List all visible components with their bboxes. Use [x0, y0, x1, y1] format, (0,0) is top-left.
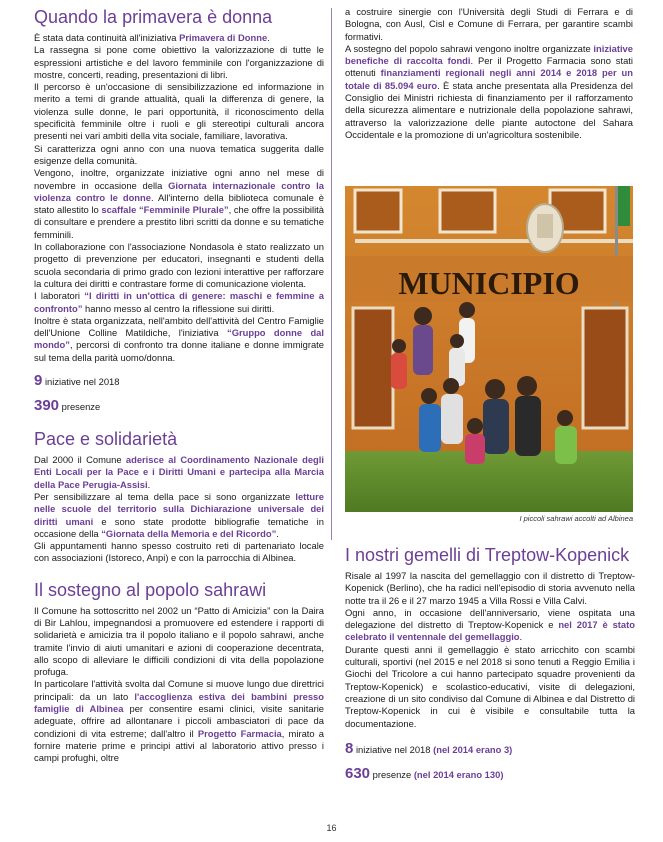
text: È stata data continuità all'iniziativa [34, 32, 180, 43]
stat-iniziative [34, 372, 324, 391]
section-title-primavera: Quando la primavera è donna [34, 7, 273, 27]
highlight-text: aderisce al Coordinamento Nazionale degli Enti Locali per la Pace e i Diritti Umani e partecipa alla Marcia della Pace Perugia-Assisi [34, 454, 324, 490]
highlight-text: “Giornata della Memoria e del Ricordo” [101, 527, 277, 539]
highlight-text: iniziative benefiche di raccolta fondi [345, 42, 633, 67]
text: per consentire esami clinici, visite sanitarie adeguate, offrire ad allontanare i piccoli ambasciatori di pace da condizioni di vita estreme; dall'altro il [34, 703, 324, 739]
stat-number: 9 [34, 372, 43, 390]
stat-label: presenze [59, 401, 101, 413]
stat-number: 390 [34, 397, 60, 415]
text: Per sensibilizzare al tema della pace si sono organizzate [34, 490, 296, 502]
section-title-gemelli: I nostri gemelli di Treptow-Kopenick [345, 545, 630, 565]
text: Vengono, inoltre, organizzate iniziative ogni anno nel mese di novembre in occasione della [34, 167, 324, 191]
paragraph: Il Comune ha sottoscritto nel 2002 un “Patto di Amicizia” con la Daira di Bir Lahlou, impegnandosi a promuovere ed estendere i rapporti di solidarietà e amicizia tra il popolo italiano e il popolo sahrawi, anche tramite l'invio di aiuti umanitari e azioni di cooperazione decentrata, allo scopo di alleviare le difficili condizioni di vita della popolazione profuga. [34, 604, 324, 678]
text: A sostegno del popolo sahrawi vengono inoltre organizzate [345, 42, 594, 54]
page-number: 16 [326, 823, 337, 833]
text: . [267, 32, 270, 43]
paragraph [34, 491, 324, 540]
section-sahrawi [34, 579, 324, 765]
highlight-text: scaffale “Femminile Plurale” [101, 204, 229, 216]
paragraph [34, 678, 324, 764]
paragraph [34, 315, 324, 364]
highlight-text: finanziamenti regionali negli anni 2014 e 2018 per un totale di 85.094 euro [345, 67, 634, 91]
highlight-text: “Gruppo donne dal mondo” [34, 327, 324, 351]
text: Inoltre è stata organizzata, nell'ambito dell'attività del Centro Famiglie dell'Unione Colline Matildiche, l'iniziativa [34, 314, 324, 339]
photo-illustration [345, 186, 633, 512]
stat-number: 8 [345, 739, 354, 757]
text: , percorsi di confronto tra donne italiane e donne immigrate sul tema della parità uomo/donna. [34, 339, 324, 363]
right-column-top [345, 6, 633, 141]
text: , che offre la possibilità di consultare e prendere a prestito libri scritti da donne e su tematiche femminili. [34, 204, 324, 240]
stat-number: 630 [345, 764, 371, 782]
paragraph [34, 454, 324, 491]
section-gemelli [345, 544, 635, 784]
highlight-text: Progetto Farmacia [197, 727, 282, 739]
text: Ogni anno, in occasione dell'anniversario, viene ospitata una delegazione del distretto di Treptow-Kopenick e [345, 606, 635, 631]
text: . [147, 478, 151, 490]
paragraph: In collaborazione con l'associazione Nondasola è stato realizzato un progetto di prevenzione per educatori, insegnanti e studenti della scuola secondaria di primo grado con lezioni interattive per rafforzare la cultura dei diritti e contrastare forme di comunicazione violenta. [34, 241, 324, 289]
text: . All'interno della biblioteca comunale è stato allestito lo [34, 191, 324, 216]
paragraph: Durante questi anni il gemellaggio è stato arricchito con scambi culturali, sportivi (nel 2015 e nel 2018 si sono tenuti a Reggio Emilia i Giochi del Tricolore a cui hanno partecipato squadre provenienti da Treptow-Kopenick) e scolastico-educativi, visite di delegazioni, creazione di un sito condiviso dal Comune di Albinea e dal Distretto di Treptow-Kopenick in cui è visibile e consultabile tutta la documentazione. [345, 643, 635, 729]
text: In particolare l'attività svolta dal Comune si muove lungo due direttrici principali: da un lato [34, 678, 324, 702]
stat-presenze [345, 765, 635, 784]
stat-iniziative [345, 740, 635, 759]
photo-caption: I piccoli sahrawi accolti ad Albinea [519, 514, 633, 523]
paragraph: Il percorso è un'occasione di sensibilizzazione ed informazione in merito a temi di grande attualità, quali la differenza di genere, la violenza sulle donne, le pari opportunità, il riconoscimento della specificità femminile oltre i ruoli e gli stereotipi culturali ancora presenti nei vari ambiti della vita sociale, familiare, lavorativa. [34, 81, 324, 142]
text: hanno messo al centro la riflessione sui diritti. [82, 302, 275, 314]
column-divider [331, 8, 332, 540]
stat-label: iniziative nel 2018 [42, 376, 120, 388]
text: Dal 2000 il Comune [34, 454, 126, 466]
text: . È stata anche presentata alla Presidenza del Consiglio dei Ministri richiesta di finanziamento per il rafforzamento della sicurezza alimentare e nutrizionale della popolazione sahrawi, attraverso la valorizzazione delle piante autoctone del Sahara Occidentale e la promozione di un'agricoltura sostenibile. [345, 79, 633, 140]
sign-text: MUNICIPIO [398, 265, 580, 301]
paragraph: Risale al 1997 la nascita del gemellaggio con il distretto di Treptow-Kopenick (Berlino), che ha radici nell'episodio di storia avvenuto nella notte tra il 26 e il 27 marzo 1945 a Villa Rossi e Villa Calvi. [345, 570, 635, 606]
paragraph [345, 43, 633, 141]
text: . [276, 527, 279, 539]
highlight-text: “I diritti in un'ottica di genere: maschi e femmine a confronto” [34, 290, 324, 314]
paragraph: La rassegna si pone come obiettivo la valorizzazione di tutte le espressioni artistiche e del lavoro femminile con l'organizzazione di mostre, concerti, reading, presentazioni di libri. [34, 44, 324, 80]
paragraph: a costruire sinergie con l'Università degli Studi di Ferrara e di Bologna, con Ausl, Cisl e Comune di Ferrara, per garantire scambi formativi. [345, 6, 633, 42]
stat-label: iniziative nel 2018 [353, 743, 434, 755]
text: e sono state prodotte bibliografie tematiche in occasione della [34, 515, 324, 539]
highlight-text: Primavera di Donne [179, 32, 268, 43]
stat-comparison: (nel 2014 erano 130) [413, 768, 504, 780]
paragraph [345, 607, 635, 644]
photo-municipio [345, 186, 633, 512]
section-primavera [34, 6, 324, 416]
text: , mirato a fornire materie prime e principi attivi al laboratorio attivo presso i campi profughi, oltre [34, 727, 324, 764]
highlight-text: Giornata internazionale contro la violenza contro le donne [34, 179, 324, 203]
right-column-bottom [345, 544, 635, 784]
text: I laboratori [34, 290, 85, 302]
highlight-text: l'accoglienza estiva dei bambini presso famiglie di Albinea [34, 690, 324, 715]
text: . [519, 631, 523, 643]
paragraph [34, 290, 324, 315]
section-pace [34, 428, 324, 565]
text: . Per il Progetto Farmacia sono stati ottenuti [345, 55, 633, 79]
paragraph [34, 167, 324, 241]
highlight-text: nel 2017 è stato celebrato il ventennale del gemellaggio [345, 619, 635, 643]
section-title-pace: Pace e solidarietà [34, 429, 178, 450]
paragraph [34, 32, 324, 44]
stat-comparison: (nel 2014 erano 3) [433, 743, 513, 755]
stat-label: presenze [370, 768, 414, 780]
paragraph: Gli appuntamenti hanno spesso costruito reti di partenariato locale con associazioni (Istoreco, Anpi) e con la parrocchia di Albinea. [34, 540, 324, 564]
section-title-sahrawi: Il sostegno al popolo sahrawi [34, 579, 267, 600]
highlight-text: letture nelle scuole del territorio sulla Dichiarazione universale dei diritti umani [34, 490, 324, 527]
stat-presenze [34, 397, 324, 416]
paragraph: Si caratterizza ogni anno con una nuova tematica suggerita dalle esigenze della comunità. [34, 142, 324, 166]
left-column [34, 6, 324, 765]
